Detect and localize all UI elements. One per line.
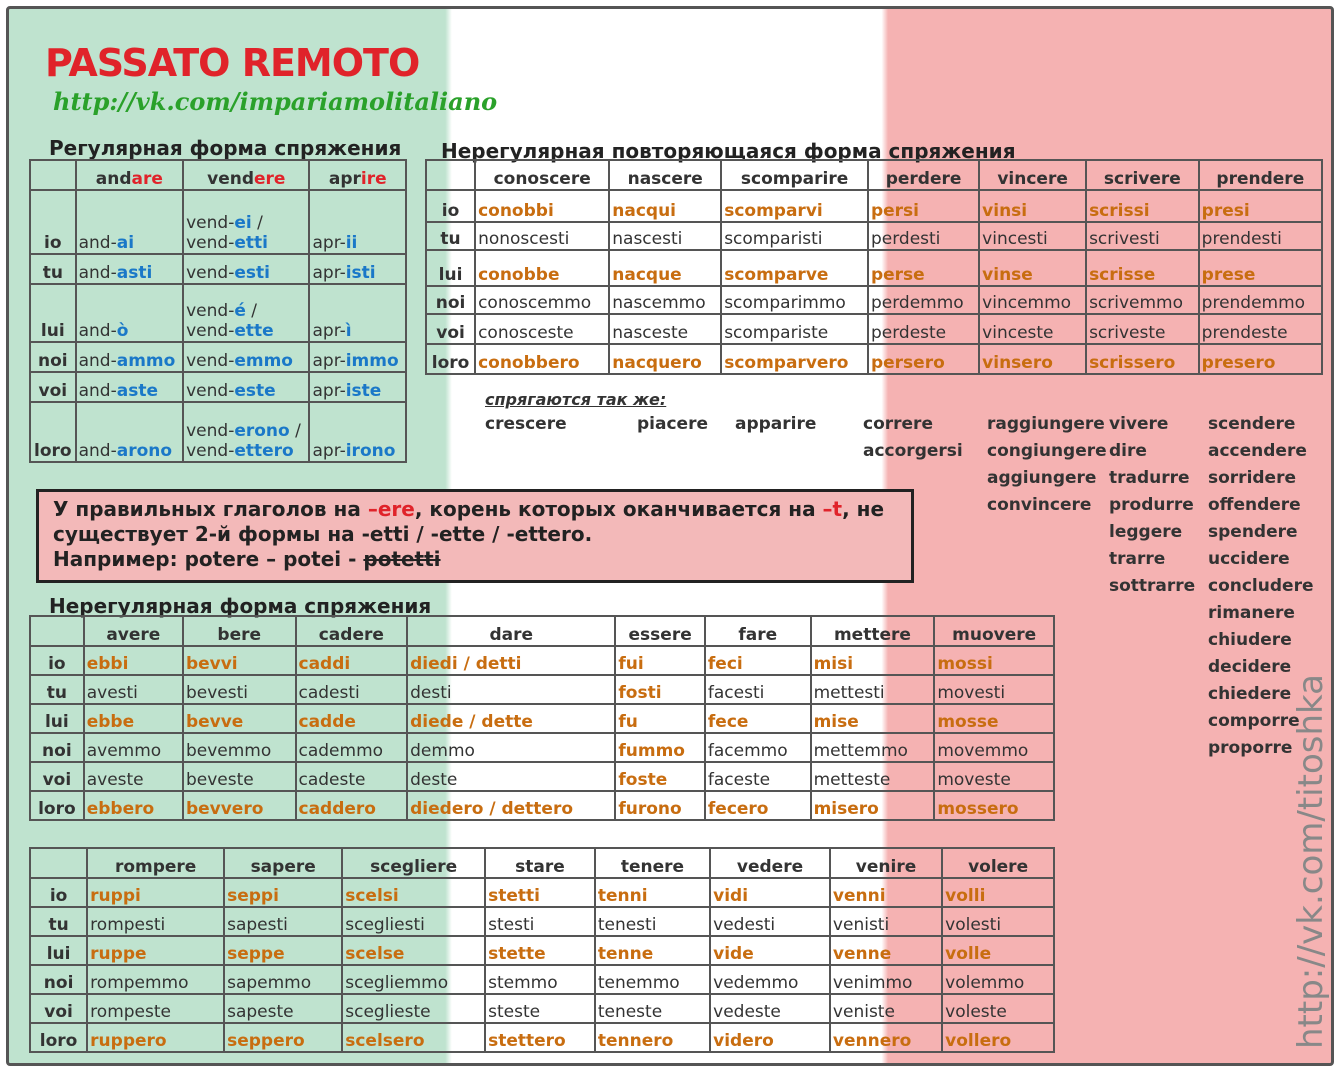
column-header: prendere (1199, 160, 1322, 190)
form-cell: scomparvero (721, 344, 868, 374)
form-cell: vinceste (979, 314, 1086, 344)
form-cell: tenni (595, 878, 710, 907)
form-cell: seppe (224, 936, 342, 965)
form-cell: tenemmo (595, 965, 710, 994)
form-cell: diedero / dettero (407, 791, 615, 820)
form-cell: tenesti (595, 907, 710, 936)
form-cell: faceste (705, 762, 811, 791)
form-cell: nasceste (609, 314, 721, 344)
form-cell: vinsi (979, 190, 1086, 222)
form-cell: mosse (934, 704, 1054, 733)
form-cell: vend-emmo (183, 342, 309, 372)
person-cell: noi (30, 965, 87, 994)
also-verb: trarre (1109, 549, 1166, 569)
form-cell: and-ò (76, 284, 184, 342)
person-cell: noi (30, 733, 84, 762)
also-column (735, 411, 816, 438)
form-cell: caddero (296, 791, 408, 820)
person-cell: noi (30, 342, 76, 372)
form-cell: sapemmo (224, 965, 342, 994)
form-cell: scomparvi (721, 190, 868, 222)
also-verb: rimanere (1208, 603, 1295, 623)
form-cell: scelse (342, 936, 485, 965)
form-cell: fosti (615, 675, 705, 704)
column-header: essere (615, 616, 705, 646)
rule-note (36, 489, 914, 583)
form-cell: volli (942, 878, 1054, 907)
form-cell: mossero (934, 791, 1054, 820)
column-header: conoscere (475, 160, 609, 190)
form-cell: cadesti (296, 675, 408, 704)
also-column (987, 411, 1107, 519)
form-cell: cadeste (296, 762, 408, 791)
form-cell: furono (615, 791, 705, 820)
also-column (863, 411, 963, 465)
form-cell: ruppero (87, 1023, 224, 1052)
form-cell: vollero (942, 1023, 1054, 1052)
also-verb: uccidere (1208, 549, 1290, 569)
form-cell: tenne (595, 936, 710, 965)
column-header: venire (830, 848, 942, 878)
form-cell: voleste (942, 994, 1054, 1023)
note-strike: potetti (363, 547, 441, 571)
note-ere: –ere (367, 497, 415, 521)
form-cell: bevvi (183, 646, 296, 675)
column-header: tenere (595, 848, 710, 878)
form-cell: scomparve (721, 250, 868, 286)
form-cell: nacque (609, 250, 721, 286)
form-cell: vidi (710, 878, 830, 907)
person-cell: noi (426, 286, 475, 314)
form-cell: fu (615, 704, 705, 733)
form-cell: fece (705, 704, 811, 733)
form-cell: mettemmo (811, 733, 935, 762)
also-verb: chiudere (1208, 630, 1292, 650)
form-cell: volle (942, 936, 1054, 965)
irregular-table-1 (29, 615, 1055, 821)
person-cell: lui (30, 936, 87, 965)
form-cell: vend-é / vend-ette (183, 284, 309, 342)
also-column (1109, 411, 1195, 600)
repeat-table (425, 159, 1323, 375)
form-cell: seppi (224, 878, 342, 907)
person-cell: voi (30, 372, 76, 402)
irregular-heading: Нерегулярная форма спряжения (49, 594, 432, 618)
repeat-heading: Нерегулярная повторяющаяся форма спряжения (441, 139, 1016, 163)
column-header: fare (705, 616, 811, 646)
also-verb: decidere (1208, 657, 1292, 677)
note-text: , не (842, 497, 885, 521)
also-verb: sorridere (1208, 468, 1297, 488)
form-cell: prendemmo (1199, 286, 1322, 314)
form-cell: ruppe (87, 936, 224, 965)
form-cell: rompemmo (87, 965, 224, 994)
form-cell: nonoscesti (475, 222, 609, 250)
form-cell: persero (868, 344, 979, 374)
column-header: stare (485, 848, 595, 878)
column-header: vincere (979, 160, 1086, 190)
form-cell: deste (407, 762, 615, 791)
also-verb: chiedere (1208, 684, 1292, 704)
column-header: andare (76, 160, 184, 190)
form-cell: nacqui (609, 190, 721, 222)
form-cell: apr-iste (309, 372, 406, 402)
form-cell: scelsero (342, 1023, 485, 1052)
also-verb: leggere (1109, 522, 1183, 542)
form-cell: conosceste (475, 314, 609, 344)
form-cell: persi (868, 190, 979, 222)
also-verb: crescere (485, 414, 567, 434)
column-header: avere (84, 616, 183, 646)
form-cell: avesti (84, 675, 183, 704)
form-cell: presero (1199, 344, 1322, 374)
also-verb: accorgersi (863, 441, 963, 461)
form-cell: scelsi (342, 878, 485, 907)
form-cell: apr-irono (309, 402, 406, 462)
also-verb: correre (863, 414, 933, 434)
form-cell: conoscemmo (475, 286, 609, 314)
person-cell: loro (30, 791, 84, 820)
person-cell: loro (30, 1023, 87, 1052)
note-t: –t (822, 497, 843, 521)
form-cell: perdesti (868, 222, 979, 250)
person-cell: io (426, 190, 475, 222)
form-cell: apr-ii (309, 190, 406, 254)
form-cell: diede / dette (407, 704, 615, 733)
also-column (485, 411, 567, 438)
form-cell: diedi / detti (407, 646, 615, 675)
column-header: vendere (183, 160, 309, 190)
form-cell: scrissi (1086, 190, 1199, 222)
regular-heading: Регулярная форма спряжения (49, 136, 402, 160)
form-cell: beveste (183, 762, 296, 791)
also-verb: piacere (637, 414, 708, 434)
form-cell: ebbi (84, 646, 183, 675)
form-cell: vide (710, 936, 830, 965)
form-cell: scrivesti (1086, 222, 1199, 250)
person-cell: voi (426, 314, 475, 344)
form-cell: mettesti (811, 675, 935, 704)
page-frame (6, 6, 1334, 1066)
form-cell: presi (1199, 190, 1322, 222)
regular-table (29, 159, 407, 463)
form-cell: cademmo (296, 733, 408, 762)
form-cell: conobbero (475, 344, 609, 374)
form-cell: stemmo (485, 965, 595, 994)
form-cell: metteste (811, 762, 935, 791)
form-cell: aveste (84, 762, 183, 791)
also-verb: tradurre (1109, 468, 1190, 488)
form-cell: apr-immo (309, 342, 406, 372)
form-cell: videro (710, 1023, 830, 1052)
form-cell: caddi (296, 646, 408, 675)
person-cell: io (30, 878, 87, 907)
form-cell: ebbe (84, 704, 183, 733)
form-cell: and-aste (76, 372, 184, 402)
form-cell: and-asti (76, 254, 184, 284)
also-verb: aggiungere (987, 468, 1097, 488)
form-cell: volesti (942, 907, 1054, 936)
form-cell: vincemmo (979, 286, 1086, 314)
column-header: nascere (609, 160, 721, 190)
person-cell: tu (30, 907, 87, 936)
header-corner (30, 160, 76, 190)
column-header: mettere (811, 616, 935, 646)
note-text: существует 2-й формы на -etti / -ette / -ettero. (53, 522, 593, 546)
form-cell: venne (830, 936, 942, 965)
form-cell: bevesti (183, 675, 296, 704)
person-cell: tu (426, 222, 475, 250)
also-verb: comporre (1208, 711, 1300, 731)
person-cell: io (30, 190, 76, 254)
form-cell: cadde (296, 704, 408, 733)
form-cell: nascesti (609, 222, 721, 250)
form-cell: moveste (934, 762, 1054, 791)
column-header: bere (183, 616, 296, 646)
form-cell: and-ai (76, 190, 184, 254)
form-cell: scompariste (721, 314, 868, 344)
form-cell: ruppi (87, 878, 224, 907)
also-verb: spendere (1208, 522, 1298, 542)
person-cell: lui (30, 704, 84, 733)
form-cell: prendesti (1199, 222, 1322, 250)
column-header: vedere (710, 848, 830, 878)
also-verb: convincere (987, 495, 1092, 515)
form-cell: demmo (407, 733, 615, 762)
note-text: , корень которых оканчивается на (414, 497, 823, 521)
form-cell: seppero (224, 1023, 342, 1052)
also-column (637, 411, 708, 438)
also-verb: apparire (735, 414, 817, 434)
form-cell: perdeste (868, 314, 979, 344)
also-verb: scendere (1208, 414, 1296, 434)
form-cell: venimmo (830, 965, 942, 994)
page-title: PASSATO REMOTO (45, 41, 420, 85)
form-cell: fummo (615, 733, 705, 762)
form-cell: facesti (705, 675, 811, 704)
irregular-table-2 (29, 847, 1055, 1053)
form-cell: sapesti (224, 907, 342, 936)
form-cell: stesti (485, 907, 595, 936)
column-header: scegliere (342, 848, 485, 878)
also-verb: concludere (1208, 576, 1314, 596)
form-cell: desti (407, 675, 615, 704)
form-cell: perse (868, 250, 979, 286)
note-example: Например: potere – potei - (53, 547, 364, 571)
form-cell: vend-ei / vend-etti (183, 190, 309, 254)
form-cell: rompeste (87, 994, 224, 1023)
form-cell: fui (615, 646, 705, 675)
form-cell: stetti (485, 878, 595, 907)
person-cell: tu (30, 675, 84, 704)
form-cell: mossi (934, 646, 1054, 675)
form-cell: scrisse (1086, 250, 1199, 286)
column-header: muovere (934, 616, 1054, 646)
form-cell: bevemmo (183, 733, 296, 762)
form-cell: scrissero (1086, 344, 1199, 374)
form-cell: feci (705, 646, 811, 675)
form-cell: scomparisti (721, 222, 868, 250)
also-verb: proporre (1208, 738, 1293, 758)
form-cell: facemmo (705, 733, 811, 762)
form-cell: scriveste (1086, 314, 1199, 344)
also-verb: offendere (1208, 495, 1301, 515)
form-cell: vinse (979, 250, 1086, 286)
header-corner (30, 616, 84, 646)
also-verb: congiungere (987, 441, 1107, 461)
also-verb: sottrarre (1109, 576, 1196, 596)
also-verb: vivere (1109, 414, 1169, 434)
form-cell: vend-este (183, 372, 309, 402)
person-cell: lui (426, 250, 475, 286)
form-cell: veniste (830, 994, 942, 1023)
form-cell: perdemmo (868, 286, 979, 314)
column-header: sapere (224, 848, 342, 878)
form-cell: vinsero (979, 344, 1086, 374)
also-verb: dire (1109, 441, 1147, 461)
person-cell: voi (30, 762, 84, 791)
form-cell: bevvero (183, 791, 296, 820)
form-cell: conobbi (475, 190, 609, 222)
form-cell: vend-esti (183, 254, 309, 284)
form-cell: nacquero (609, 344, 721, 374)
form-cell: steste (485, 994, 595, 1023)
form-cell: teneste (595, 994, 710, 1023)
column-header: perdere (868, 160, 979, 190)
form-cell: nascemmo (609, 286, 721, 314)
form-cell: misi (811, 646, 935, 675)
note-text: У правильных глаголов на (53, 497, 368, 521)
column-header: rompere (87, 848, 224, 878)
also-verb: raggiungere (987, 414, 1105, 434)
form-cell: vend-erono / vend-ettero (183, 402, 309, 462)
form-cell: stette (485, 936, 595, 965)
form-cell: apr-ì (309, 284, 406, 342)
form-cell: vincesti (979, 222, 1086, 250)
header-corner (30, 848, 87, 878)
form-cell: vennero (830, 1023, 942, 1052)
source-url: http://vk.com/impariamolitaliano (53, 87, 498, 116)
form-cell: misero (811, 791, 935, 820)
form-cell: venisti (830, 907, 942, 936)
form-cell: vedemmo (710, 965, 830, 994)
also-verb: accendere (1208, 441, 1307, 461)
column-header: scrivere (1086, 160, 1199, 190)
person-cell: tu (30, 254, 76, 284)
form-cell: scegliesti (342, 907, 485, 936)
form-cell: avemmo (84, 733, 183, 762)
form-cell: foste (615, 762, 705, 791)
form-cell: venni (830, 878, 942, 907)
person-cell: loro (30, 402, 76, 462)
form-cell: volemmo (942, 965, 1054, 994)
form-cell: and-arono (76, 402, 184, 462)
column-header: volere (942, 848, 1054, 878)
form-cell: apr-isti (309, 254, 406, 284)
form-cell: conobbe (475, 250, 609, 286)
form-cell: and-ammo (76, 342, 184, 372)
form-cell: movesti (934, 675, 1054, 704)
form-cell: mise (811, 704, 935, 733)
form-cell: sapeste (224, 994, 342, 1023)
side-url: http://vk.com/titoshka (1291, 674, 1331, 1049)
column-header: dare (407, 616, 615, 646)
form-cell: fecero (705, 791, 811, 820)
column-header: scomparire (721, 160, 868, 190)
form-cell: prendeste (1199, 314, 1322, 344)
person-cell: voi (30, 994, 87, 1023)
column-header: aprire (309, 160, 406, 190)
also-verb: produrre (1109, 495, 1194, 515)
person-cell: loro (426, 344, 475, 374)
form-cell: rompesti (87, 907, 224, 936)
column-header: cadere (296, 616, 408, 646)
form-cell: scomparimmo (721, 286, 868, 314)
form-cell: vedeste (710, 994, 830, 1023)
form-cell: bevve (183, 704, 296, 733)
form-cell: vedesti (710, 907, 830, 936)
form-cell: sceglieste (342, 994, 485, 1023)
person-cell: io (30, 646, 84, 675)
person-cell: lui (30, 284, 76, 342)
form-cell: ebbero (84, 791, 183, 820)
form-cell: stettero (485, 1023, 595, 1052)
form-cell: scegliemmo (342, 965, 485, 994)
header-corner (426, 160, 475, 190)
form-cell: prese (1199, 250, 1322, 286)
form-cell: tennero (595, 1023, 710, 1052)
also-label: спрягаются так же: (485, 390, 667, 409)
form-cell: scrivemmo (1086, 286, 1199, 314)
form-cell: movemmo (934, 733, 1054, 762)
